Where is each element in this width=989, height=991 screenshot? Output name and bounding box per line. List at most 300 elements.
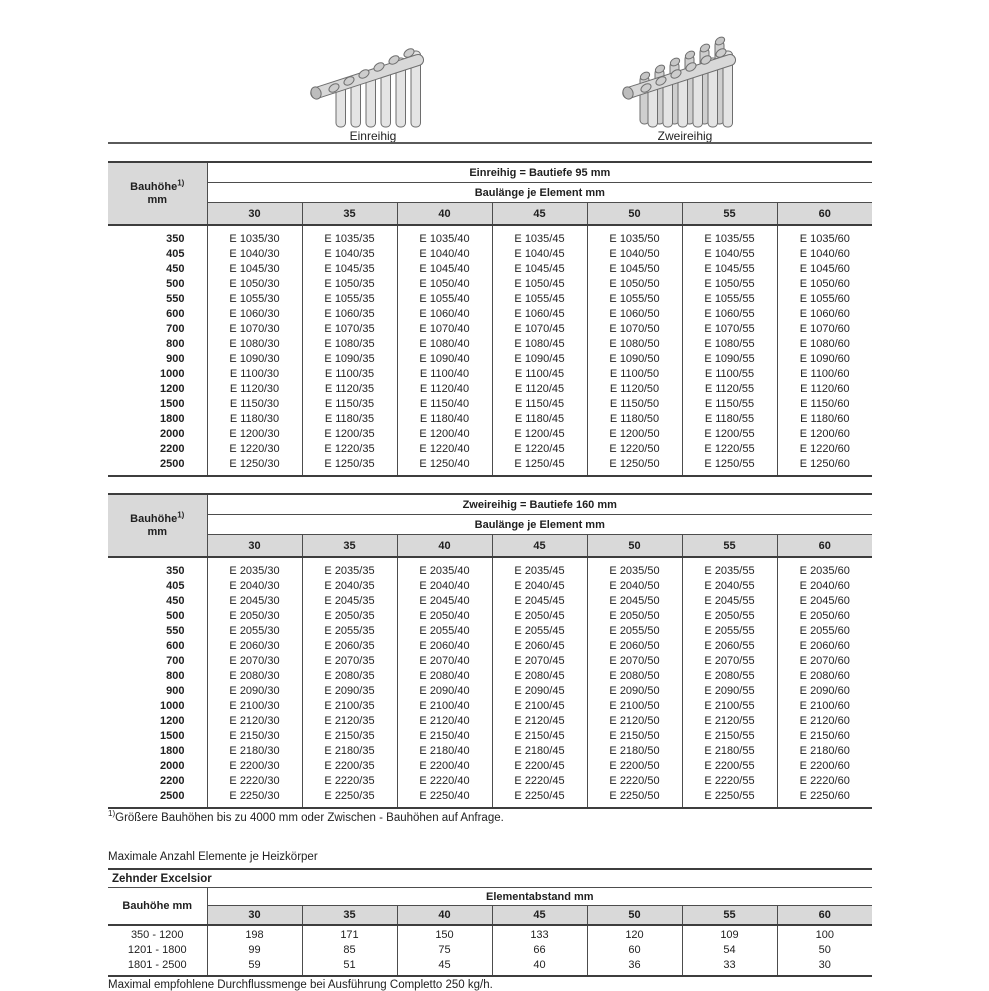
value-cell: E 1220/60: [777, 442, 872, 457]
row-label-cell: 800: [166, 670, 185, 682]
value-cell: E 1050/45: [492, 277, 587, 292]
value-cell: E 2100/45: [492, 699, 587, 714]
value-cell: E 1120/35: [302, 382, 397, 397]
value-cell: E 1120/30: [207, 382, 302, 397]
value-cell: E 2050/55: [682, 609, 777, 624]
row-label-cell: 350: [166, 233, 185, 245]
value-cell: E 1045/50: [587, 262, 682, 277]
table-subtitle: Baulänge je Element mm: [207, 183, 872, 203]
value-cell: E 1100/35: [302, 367, 397, 382]
value-cell: E 1050/60: [777, 277, 872, 292]
value-cell: E 1060/40: [397, 307, 492, 322]
row-label-cell: 500: [166, 278, 185, 290]
table-row: [108, 442, 872, 457]
table-row: [108, 307, 872, 322]
row-label-cell: 1500: [160, 730, 185, 742]
column-header: 60: [777, 203, 872, 226]
value-cell: E 2150/45: [492, 729, 587, 744]
value-cell: E 2035/50: [587, 557, 682, 579]
value-cell: E 1040/55: [682, 247, 777, 262]
value-cell: E 2200/35: [302, 759, 397, 774]
value-cell: E 1200/55: [682, 427, 777, 442]
bauhoehe-corner-header: Bauhöhe mm: [108, 888, 207, 926]
value-cell: E 2150/35: [302, 729, 397, 744]
value-cell: E 1150/35: [302, 397, 397, 412]
value-cell: E 2040/35: [302, 579, 397, 594]
row-label-cell: 350: [166, 565, 185, 577]
value-cell: E 1220/45: [492, 442, 587, 457]
value-cell: E 2090/60: [777, 684, 872, 699]
row-label-cell: 600: [166, 308, 185, 320]
table-row: [108, 744, 872, 759]
value-cell: E 2120/30: [207, 714, 302, 729]
value-cell: E 1100/30: [207, 367, 302, 382]
row-label-cell: 450: [166, 263, 185, 275]
table-row: [108, 247, 872, 262]
value-cell: E 1060/60: [777, 307, 872, 322]
value-cell: E 2250/40: [397, 789, 492, 808]
table-header-row: [108, 888, 872, 906]
value-cell: 100: [777, 925, 872, 943]
column-header: 55: [682, 203, 777, 226]
corner-label: Bauhöhe: [130, 180, 178, 193]
column-header: 30: [207, 535, 302, 558]
value-cell: E 2180/40: [397, 744, 492, 759]
value-cell: E 2060/60: [777, 639, 872, 654]
value-cell: E 1050/55: [682, 277, 777, 292]
row-label-cell: 405: [166, 248, 185, 260]
value-cell: E 1040/40: [397, 247, 492, 262]
value-cell: E 1220/50: [587, 442, 682, 457]
table-row: [108, 579, 872, 594]
value-cell: E 1100/45: [492, 367, 587, 382]
value-cell: E 2180/35: [302, 744, 397, 759]
value-cell: E 2040/55: [682, 579, 777, 594]
value-cell: E 2080/30: [207, 669, 302, 684]
value-cell: E 1050/35: [302, 277, 397, 292]
value-cell: E 2070/30: [207, 654, 302, 669]
value-cell: 150: [397, 925, 492, 943]
value-cell: E 1150/40: [397, 397, 492, 412]
table-row: [108, 397, 872, 412]
value-cell: E 1040/50: [587, 247, 682, 262]
value-cell: E 2035/35: [302, 557, 397, 579]
value-cell: E 2180/50: [587, 744, 682, 759]
value-cell: E 2220/60: [777, 774, 872, 789]
column-header: 30: [207, 906, 302, 926]
column-header: 45: [492, 906, 587, 926]
table-row: [108, 624, 872, 639]
table-row: [108, 292, 872, 307]
row-label-cell: 800: [166, 338, 185, 350]
value-cell: E 1055/35: [302, 292, 397, 307]
value-cell: E 2180/45: [492, 744, 587, 759]
value-cell: E 2150/50: [587, 729, 682, 744]
footnote-text: Größere Bauhöhen bis zu 4000 mm oder Zwischen - Bauhöhen auf Anfrage.: [115, 812, 504, 824]
value-cell: E 2100/60: [777, 699, 872, 714]
value-cell: E 1060/50: [587, 307, 682, 322]
table-row: [108, 382, 872, 397]
table-row: [108, 412, 872, 427]
value-cell: E 2090/45: [492, 684, 587, 699]
section-heading: Maximale Anzahl Elemente je Heizkörper: [108, 851, 318, 863]
column-header: 55: [682, 535, 777, 558]
value-cell: E 2090/50: [587, 684, 682, 699]
table-row: [108, 714, 872, 729]
value-cell: E 2120/45: [492, 714, 587, 729]
column-header: 40: [397, 203, 492, 226]
value-cell: 198: [207, 925, 302, 943]
value-cell: 51: [302, 958, 397, 976]
single-row-radiator-icon: [303, 24, 443, 128]
value-cell: E 1250/50: [587, 457, 682, 476]
table-row: [108, 789, 872, 808]
einreihig-table-body: [108, 225, 872, 476]
value-cell: E 2050/35: [302, 609, 397, 624]
value-cell: E 1200/45: [492, 427, 587, 442]
value-cell: E 1220/40: [397, 442, 492, 457]
value-cell: E 2045/35: [302, 594, 397, 609]
value-cell: E 1080/55: [682, 337, 777, 352]
corner-label: Bauhöhe: [130, 512, 178, 525]
value-cell: 109: [682, 925, 777, 943]
value-cell: E 1060/35: [302, 307, 397, 322]
row-label-cell: 2500: [160, 458, 185, 470]
zweireihig-caption: Zweireihig: [657, 129, 713, 143]
value-cell: E 2220/45: [492, 774, 587, 789]
table-row: [108, 352, 872, 367]
bauhoehe-corner-header: [108, 494, 207, 557]
column-header: 50: [587, 535, 682, 558]
column-header: 50: [587, 203, 682, 226]
value-cell: E 2070/40: [397, 654, 492, 669]
table-row: [108, 943, 872, 958]
column-header: 30: [207, 203, 302, 226]
value-cell: E 1070/45: [492, 322, 587, 337]
value-cell: E 1150/60: [777, 397, 872, 412]
row-label-cell: 700: [166, 655, 185, 667]
value-cell: E 2060/45: [492, 639, 587, 654]
row-label-cell: 1200: [160, 715, 185, 727]
value-cell: E 2180/30: [207, 744, 302, 759]
value-cell: E 2150/60: [777, 729, 872, 744]
value-cell: E 2200/45: [492, 759, 587, 774]
table-title: Zweireihig = Bautiefe 160 mm: [207, 494, 872, 515]
value-cell: E 1250/45: [492, 457, 587, 476]
value-cell: 60: [587, 943, 682, 958]
value-cell: E 1100/40: [397, 367, 492, 382]
value-cell: E 2055/50: [587, 624, 682, 639]
table-row: [108, 457, 872, 476]
value-cell: E 1090/55: [682, 352, 777, 367]
einreihig-model-table: [108, 161, 872, 477]
value-cell: E 2040/40: [397, 579, 492, 594]
value-cell: E 2250/35: [302, 789, 397, 808]
value-cell: E 1120/45: [492, 382, 587, 397]
value-cell: E 1070/30: [207, 322, 302, 337]
value-cell: E 2060/55: [682, 639, 777, 654]
value-cell: E 2250/55: [682, 789, 777, 808]
row-label-cell: 500: [166, 610, 185, 622]
table-row: [108, 925, 872, 943]
row-label-cell: 1000: [160, 368, 185, 380]
value-cell: E 1050/30: [207, 277, 302, 292]
column-header: 45: [492, 535, 587, 558]
value-cell: E 1100/60: [777, 367, 872, 382]
value-cell: E 2070/45: [492, 654, 587, 669]
value-cell: 133: [492, 925, 587, 943]
value-cell: E 2090/40: [397, 684, 492, 699]
value-cell: E 2220/35: [302, 774, 397, 789]
value-cell: E 2035/60: [777, 557, 872, 579]
value-cell: E 1220/35: [302, 442, 397, 457]
value-cell: E 1055/55: [682, 292, 777, 307]
row-label-cell: 1500: [160, 398, 185, 410]
value-cell: E 1060/45: [492, 307, 587, 322]
value-cell: E 2060/30: [207, 639, 302, 654]
value-cell: E 1035/40: [397, 225, 492, 247]
value-cell: E 2050/45: [492, 609, 587, 624]
value-cell: E 1055/40: [397, 292, 492, 307]
value-cell: E 1250/35: [302, 457, 397, 476]
table-row: [108, 759, 872, 774]
value-cell: 54: [682, 943, 777, 958]
value-cell: E 1200/60: [777, 427, 872, 442]
table-row: [108, 609, 872, 624]
table-header-row: [108, 162, 872, 183]
value-cell: E 1090/50: [587, 352, 682, 367]
value-cell: E 2100/50: [587, 699, 682, 714]
row-label-cell: 600: [166, 640, 185, 652]
footnote: [108, 809, 872, 824]
row-label-cell: 1201 - 1800: [127, 944, 187, 956]
value-cell: 33: [682, 958, 777, 976]
value-cell: E 2055/30: [207, 624, 302, 639]
value-cell: E 1150/55: [682, 397, 777, 412]
table-row: [108, 654, 872, 669]
value-cell: E 2250/45: [492, 789, 587, 808]
value-cell: E 1040/35: [302, 247, 397, 262]
value-cell: E 1250/55: [682, 457, 777, 476]
value-cell: E 2200/55: [682, 759, 777, 774]
table-row: [108, 427, 872, 442]
value-cell: E 2200/30: [207, 759, 302, 774]
column-header: 35: [302, 203, 397, 226]
value-cell: E 2120/60: [777, 714, 872, 729]
row-label-cell: 405: [166, 580, 185, 592]
value-cell: E 2120/40: [397, 714, 492, 729]
value-cell: E 1220/55: [682, 442, 777, 457]
row-label-cell: 2500: [160, 790, 185, 802]
value-cell: E 1035/50: [587, 225, 682, 247]
table-row: [108, 367, 872, 382]
value-cell: E 1070/55: [682, 322, 777, 337]
value-cell: E 1250/40: [397, 457, 492, 476]
value-cell: E 2045/30: [207, 594, 302, 609]
row-label-cell: 550: [166, 625, 185, 637]
zweireihig-model-table: [108, 493, 872, 809]
value-cell: E 1180/30: [207, 412, 302, 427]
column-header-row: [108, 203, 872, 226]
value-cell: E 2220/40: [397, 774, 492, 789]
value-cell: E 1055/30: [207, 292, 302, 307]
value-cell: E 1120/40: [397, 382, 492, 397]
value-cell: E 2080/60: [777, 669, 872, 684]
value-cell: E 1045/45: [492, 262, 587, 277]
table-row: [108, 699, 872, 714]
value-cell: E 2250/60: [777, 789, 872, 808]
value-cell: E 1040/30: [207, 247, 302, 262]
value-cell: E 2150/40: [397, 729, 492, 744]
table-header-row: [108, 494, 872, 515]
column-header: 35: [302, 906, 397, 926]
value-cell: E 2070/60: [777, 654, 872, 669]
value-cell: E 2120/50: [587, 714, 682, 729]
table-row: [108, 262, 872, 277]
value-cell: E 1180/50: [587, 412, 682, 427]
divider-rule: [108, 142, 872, 144]
row-label-cell: 1200: [160, 383, 185, 395]
row-label-cell: 2200: [160, 775, 185, 787]
table-row: [108, 958, 872, 976]
value-cell: E 2040/45: [492, 579, 587, 594]
column-header: 40: [397, 535, 492, 558]
value-cell: E 1120/50: [587, 382, 682, 397]
value-cell: E 1150/45: [492, 397, 587, 412]
value-cell: E 2060/40: [397, 639, 492, 654]
value-cell: E 1100/50: [587, 367, 682, 382]
table-row: [108, 669, 872, 684]
flow-rate-note: Maximal empfohlene Durchflussmenge bei Ausführung Completto 250 kg/h.: [108, 979, 493, 991]
brand-header: Zehnder Excelsior: [108, 869, 872, 888]
row-label-cell: 2200: [160, 443, 185, 455]
value-cell: E 2200/50: [587, 759, 682, 774]
einreihig-caption: Einreihig: [349, 129, 397, 143]
brand-row: [108, 869, 872, 888]
value-cell: E 1045/60: [777, 262, 872, 277]
value-cell: 75: [397, 943, 492, 958]
row-label-cell: 1000: [160, 700, 185, 712]
footnote-marker: 1): [177, 177, 185, 187]
column-header-row: [108, 906, 872, 926]
table-row: [108, 322, 872, 337]
value-cell: E 1035/55: [682, 225, 777, 247]
value-cell: 36: [587, 958, 682, 976]
value-cell: E 1055/60: [777, 292, 872, 307]
value-cell: E 2090/55: [682, 684, 777, 699]
value-cell: E 2120/55: [682, 714, 777, 729]
value-cell: E 2040/30: [207, 579, 302, 594]
footnote-marker: 1): [177, 509, 185, 519]
value-cell: E 1050/50: [587, 277, 682, 292]
value-cell: E 2150/55: [682, 729, 777, 744]
value-cell: E 1040/45: [492, 247, 587, 262]
table-row: [108, 774, 872, 789]
value-cell: E 2120/35: [302, 714, 397, 729]
value-cell: E 1080/35: [302, 337, 397, 352]
value-cell: E 2035/40: [397, 557, 492, 579]
value-cell: E 1200/50: [587, 427, 682, 442]
value-cell: E 2050/40: [397, 609, 492, 624]
table-row: [108, 639, 872, 654]
value-cell: E 2070/50: [587, 654, 682, 669]
value-cell: E 2080/45: [492, 669, 587, 684]
value-cell: E 2070/55: [682, 654, 777, 669]
table-row: [108, 225, 872, 247]
bauhoehe-corner-header: [108, 162, 207, 225]
value-cell: 30: [777, 958, 872, 976]
value-cell: E 1070/50: [587, 322, 682, 337]
value-cell: E 2045/55: [682, 594, 777, 609]
value-cell: E 1120/55: [682, 382, 777, 397]
value-cell: E 2100/40: [397, 699, 492, 714]
value-cell: E 1070/60: [777, 322, 872, 337]
table-subheader-row: [108, 515, 872, 535]
value-cell: E 1180/55: [682, 412, 777, 427]
datasheet-content: [108, 161, 872, 991]
value-cell: E 2080/50: [587, 669, 682, 684]
value-cell: E 2220/55: [682, 774, 777, 789]
value-cell: E 2250/50: [587, 789, 682, 808]
row-label-cell: 1800: [160, 413, 185, 425]
value-cell: E 1090/60: [777, 352, 872, 367]
row-label-cell: 700: [166, 323, 185, 335]
value-cell: E 1035/35: [302, 225, 397, 247]
table-row: [108, 594, 872, 609]
value-cell: E 2045/50: [587, 594, 682, 609]
value-cell: E 2070/35: [302, 654, 397, 669]
value-cell: E 1035/45: [492, 225, 587, 247]
row-label-cell: 1801 - 2500: [127, 959, 187, 971]
value-cell: E 2220/50: [587, 774, 682, 789]
value-cell: E 2040/60: [777, 579, 872, 594]
value-cell: E 1055/50: [587, 292, 682, 307]
value-cell: E 2220/30: [207, 774, 302, 789]
column-header: 55: [682, 906, 777, 926]
value-cell: E 2055/40: [397, 624, 492, 639]
value-cell: E 2250/30: [207, 789, 302, 808]
value-cell: E 1080/60: [777, 337, 872, 352]
value-cell: 50: [777, 943, 872, 958]
value-cell: E 2050/30: [207, 609, 302, 624]
table-row: [108, 557, 872, 579]
row-label-cell: 350 - 1200: [130, 929, 184, 941]
zweireihig-figure: [615, 24, 755, 143]
value-cell: E 2200/60: [777, 759, 872, 774]
value-cell: E 1200/40: [397, 427, 492, 442]
column-header-row: [108, 535, 872, 558]
value-cell: E 1090/30: [207, 352, 302, 367]
value-cell: E 1220/30: [207, 442, 302, 457]
value-cell: E 1060/55: [682, 307, 777, 322]
value-cell: E 2045/45: [492, 594, 587, 609]
value-cell: E 2055/55: [682, 624, 777, 639]
value-cell: E 1035/30: [207, 225, 302, 247]
row-label-cell: 1800: [160, 745, 185, 757]
value-cell: E 2200/40: [397, 759, 492, 774]
value-cell: E 1080/45: [492, 337, 587, 352]
value-cell: 171: [302, 925, 397, 943]
value-cell: E 1100/55: [682, 367, 777, 382]
max-elements-table: [108, 868, 872, 977]
max-elements-table-body: [108, 925, 872, 976]
row-label-cell: 900: [166, 353, 185, 365]
value-cell: E 1045/40: [397, 262, 492, 277]
value-cell: E 2180/60: [777, 744, 872, 759]
column-header: 50: [587, 906, 682, 926]
column-header: 60: [777, 535, 872, 558]
value-cell: E 2045/40: [397, 594, 492, 609]
